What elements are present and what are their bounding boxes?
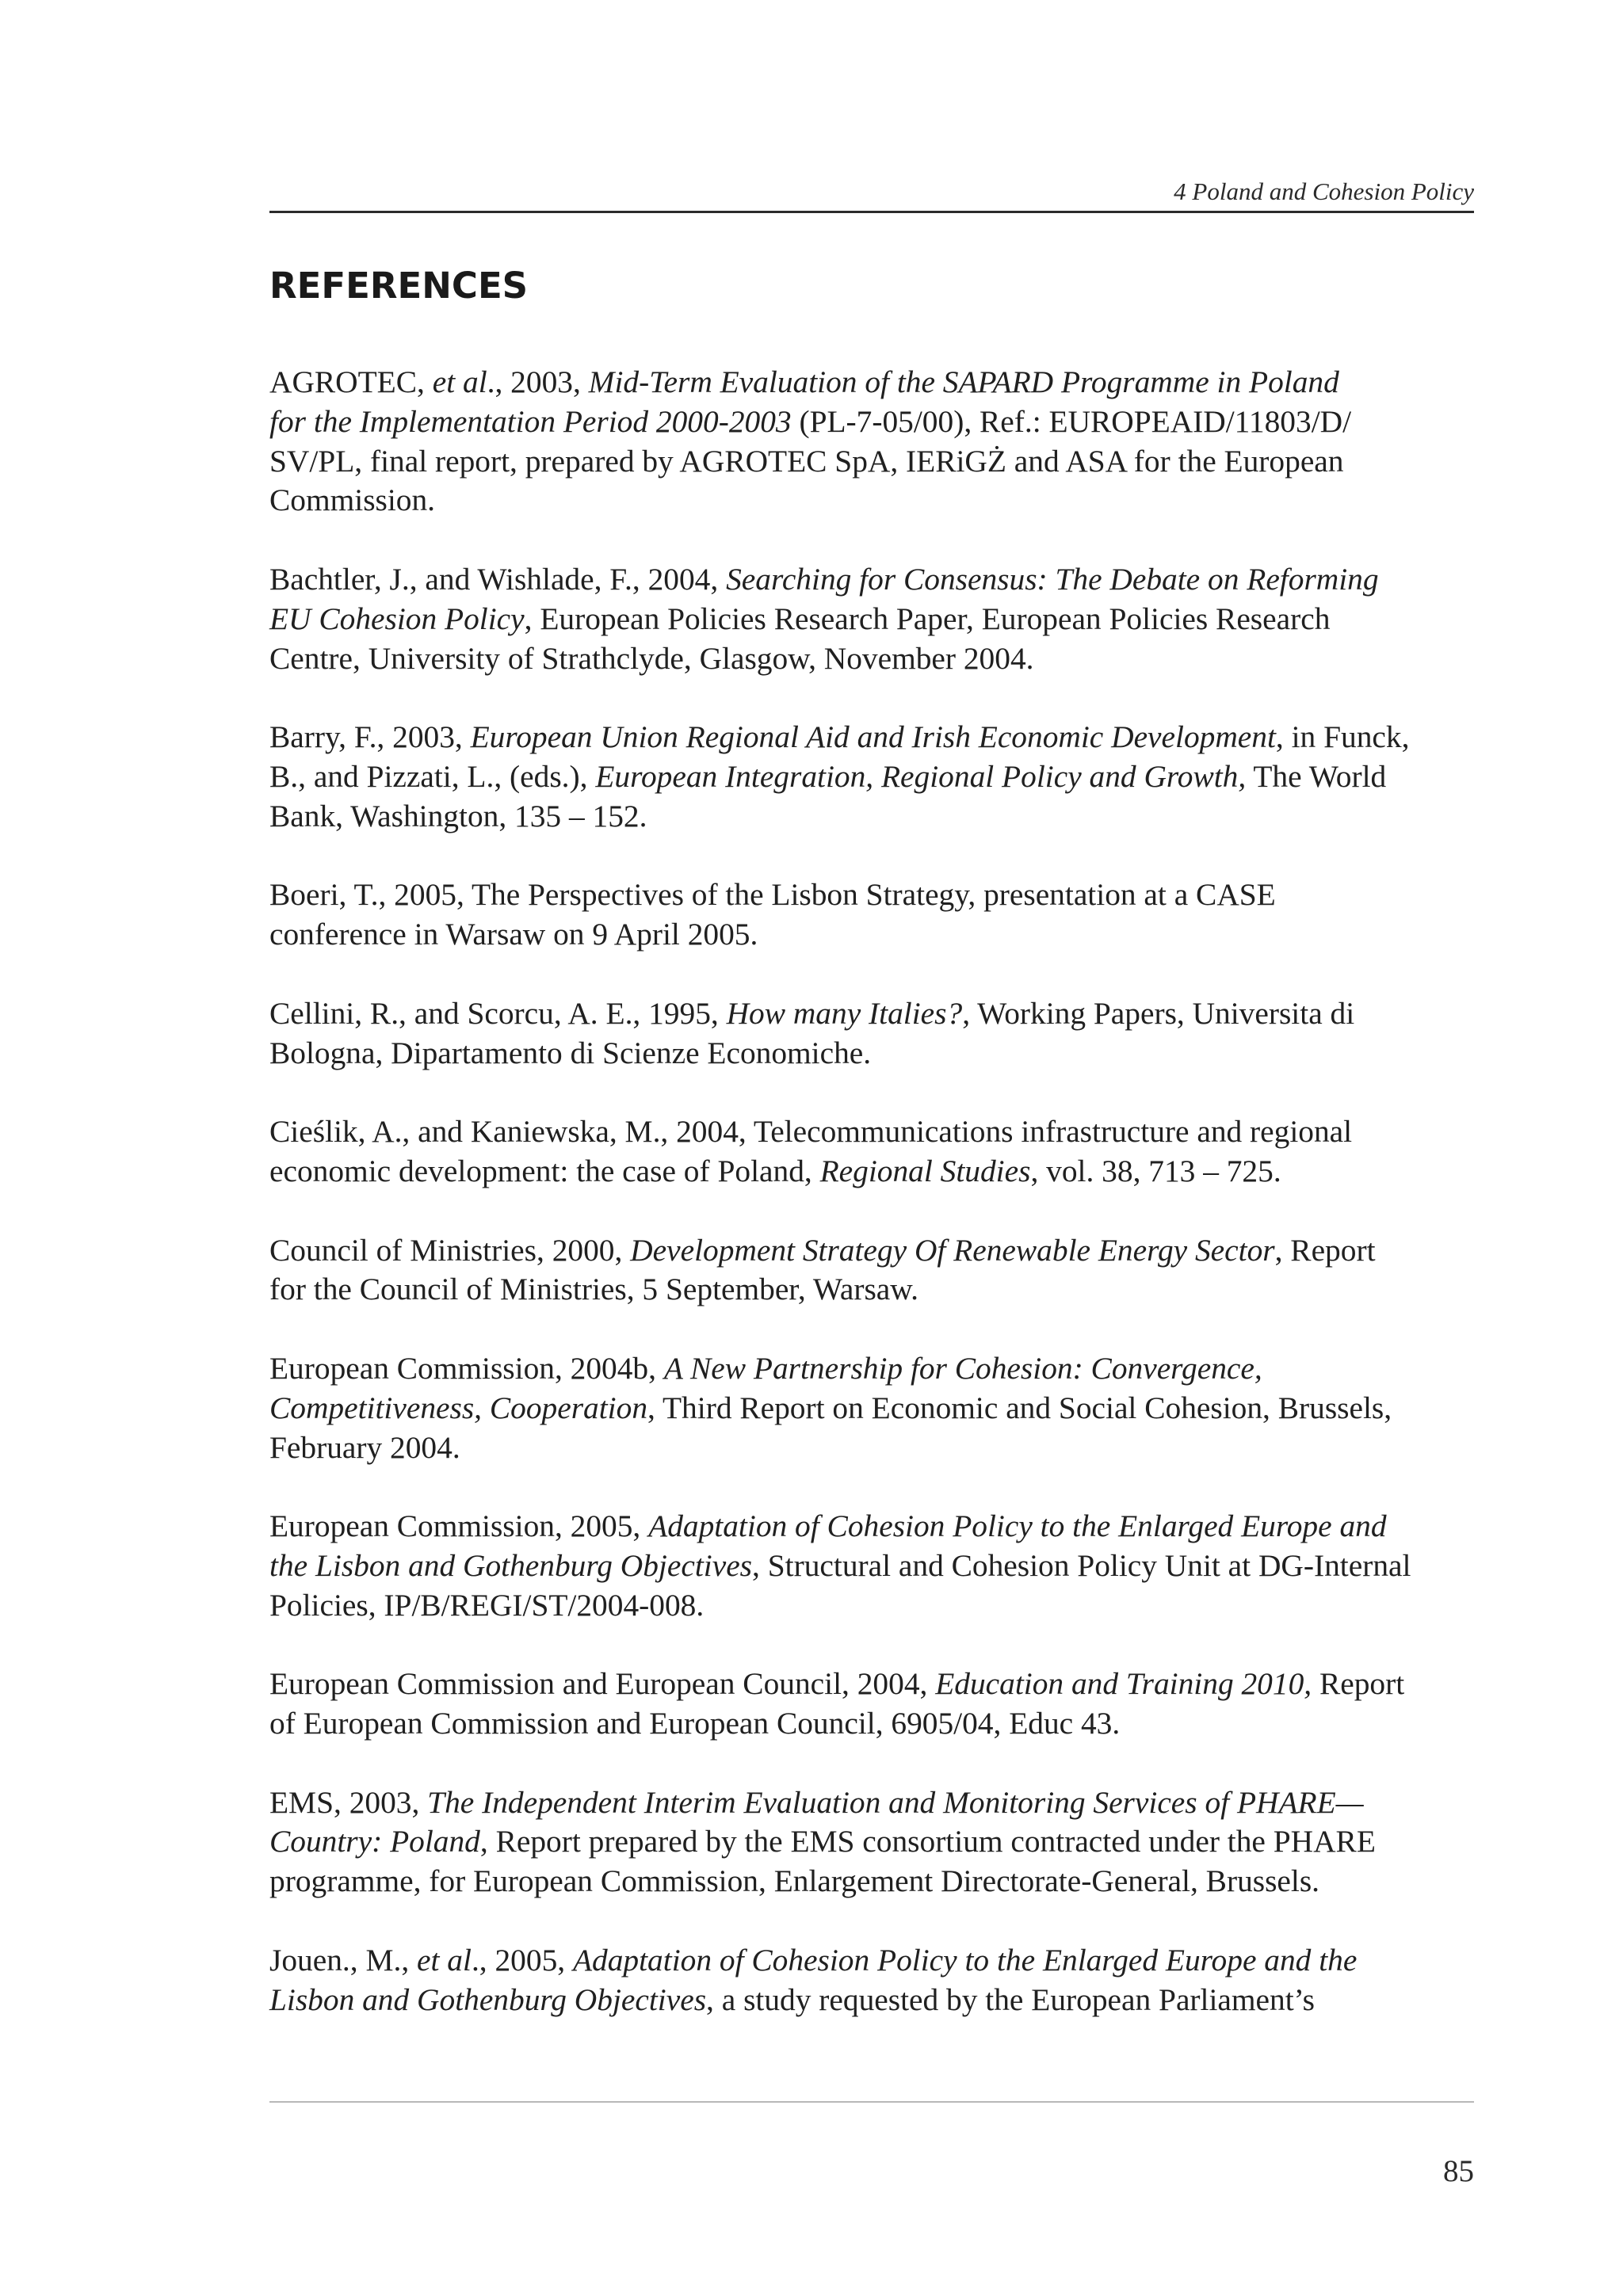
reference-italic-run: Adaptation of Cohesion Policy to the Enlarged Europe and the — [572, 1942, 1358, 1978]
reference-text-run: AGROTEC, — [269, 364, 433, 399]
reference-text-run: Jouen., M., — [269, 1942, 418, 1978]
reference-text-run: Policies, IP/B/REGI/ST/2004-008. — [269, 1587, 705, 1623]
reference-italic-run: Country: Poland — [269, 1824, 480, 1859]
reference-italic-run: the Lisbon and Gothenburg Objectives — [269, 1547, 753, 1583]
reference-text-run: , a study requested by the European Parliament’s — [706, 1981, 1315, 2017]
reference-entry — [269, 875, 1482, 955]
reference-italic-run: et al — [432, 364, 487, 399]
reference-text-run: B., and Pizzati, L., (eds.), — [269, 758, 596, 794]
footer-rule — [269, 2101, 1474, 2103]
reference-text-run: Bachtler, J., and Wishlade, F., 2004, — [269, 561, 727, 597]
reference-text-run: , in Funck, — [1275, 719, 1410, 755]
reference-text-run: , Structural and Cohesion Policy Unit at DG-Internal — [752, 1547, 1411, 1583]
reference-text-run: programme, for European Commission, Enlargement Directorate-General, Brussels. — [269, 1863, 1320, 1899]
reference-entry — [269, 718, 1482, 836]
reference-italic-run: Development Strategy Of Renewable Energy Sector — [630, 1232, 1275, 1268]
reference-entry — [269, 363, 1482, 521]
reference-entry — [269, 1665, 1482, 1744]
reference-text-run: , Working Papers, Universita di — [962, 995, 1355, 1031]
reference-text-run: (PL-7-05/00), Ref.: EUROPEAID/11803/D/ — [791, 403, 1352, 439]
reference-text-run: Bank, Washington, 135 – 152. — [269, 798, 647, 833]
reference-entry — [269, 1941, 1482, 2020]
reference-italic-run: Mid-Term Evaluation of the SAPARD Programme in Poland — [588, 364, 1339, 399]
reference-text-run: , European Policies Research Paper, European Policies Research — [524, 601, 1331, 636]
reference-text-run: Boeri, T., 2005, The Perspectives of the Lisbon Strategy, presentation at a CASE — [269, 877, 1276, 913]
reference-text-run: Cieślik, A., and Kaniewska, M., 2004, Telecommunications infrastructure and regional — [269, 1114, 1353, 1150]
reference-text-run: The World — [1246, 758, 1387, 794]
reference-italic-run: for the Implementation Period 2000-2003 — [269, 403, 792, 439]
reference-entry — [269, 1349, 1482, 1467]
reference-entry — [269, 1783, 1482, 1901]
reference-text-run: European Commission and European Council, 2004, — [269, 1666, 936, 1702]
section-title: REFERENCES — [269, 265, 529, 307]
page-number: 85 — [1443, 2154, 1474, 2188]
reference-text-run: , Report prepared by the EMS consortium contracted under the PHARE — [479, 1824, 1376, 1859]
reference-entry — [269, 560, 1482, 678]
reference-italic-run: How many Italies? — [726, 995, 963, 1031]
reference-italic-run: et al — [417, 1942, 472, 1978]
reference-italic-run: Lisbon and Gothenburg Objectives — [269, 1981, 707, 2017]
reference-text-run: Barry, F., 2003, — [269, 719, 471, 755]
reference-entry — [269, 1112, 1482, 1192]
reference-text-run: European Commission, 2005, — [269, 1508, 649, 1544]
reference-italic-run: Education and Training 2010, — [935, 1666, 1312, 1702]
reference-entry — [269, 994, 1482, 1074]
reference-text-run: February 2004. — [269, 1429, 460, 1465]
reference-text-run: for the Council of Ministries, 5 September, Warsaw. — [269, 1272, 919, 1307]
reference-italic-run: Adaptation of Cohesion Policy to the Enlarged Europe and — [648, 1508, 1387, 1544]
reference-text-run: ., 2003, — [487, 364, 589, 399]
reference-italic-run: A New Partnership for Cohesion: Convergence, — [663, 1350, 1262, 1386]
reference-text-run: European Commission, 2004b, — [269, 1350, 664, 1386]
reference-text-run: Council of Ministries, 2000, — [269, 1232, 631, 1268]
reference-italic-run: European Integration, Regional Policy and Growth, — [595, 758, 1247, 794]
reference-italic-run: European Union Regional Aid and Irish Economic Development — [470, 719, 1276, 755]
reference-italic-run: Regional Studies — [819, 1153, 1031, 1188]
reference-text-run: Bologna, Dipartamento di Scienze Economiche. — [269, 1035, 872, 1070]
reference-text-run: , Third Report on Economic and Social Cohesion, Brussels, — [647, 1390, 1392, 1425]
reference-text-run: , Report — [1274, 1232, 1376, 1268]
reference-list — [269, 363, 1482, 2019]
reference-entry — [269, 1507, 1482, 1625]
reference-entry — [269, 1231, 1482, 1310]
reference-text-run: Commission. — [269, 482, 436, 518]
reference-italic-run: Competitiveness, Cooperation — [269, 1390, 648, 1425]
reference-text-run: Cellini, R., and Scorcu, A. E., 1995, — [269, 995, 727, 1031]
reference-text-run: conference in Warsaw on 9 April 2005. — [269, 917, 758, 952]
reference-italic-run: Searching for Consensus: The Debate on Reforming — [726, 561, 1379, 597]
reference-italic-run: EU Cohesion Policy — [269, 601, 525, 636]
reference-italic-run: The Independent Interim Evaluation and Monitoring Services of PHARE— — [427, 1784, 1364, 1820]
reference-text-run: ., 2005, — [471, 1942, 573, 1978]
reference-text-run: of European Commission and European Council, 6905/04, Educ 43. — [269, 1706, 1121, 1741]
reference-text-run: , vol. 38, 713 – 725. — [1030, 1153, 1281, 1188]
reference-text-run: Centre, University of Strathclyde, Glasgow, November 2004. — [269, 640, 1034, 676]
reference-text-run: economic development: the case of Poland, — [269, 1153, 820, 1188]
header-rule — [269, 211, 1474, 213]
reference-text-run: SV/PL, final report, prepared by AGROTEC SpA, IERiGŻ and ASA for the European — [269, 443, 1344, 479]
running-header: 4 Poland and Cohesion Policy — [1174, 177, 1474, 205]
reference-text-run: EMS, 2003, — [269, 1784, 428, 1820]
reference-text-run: Report — [1312, 1666, 1405, 1702]
